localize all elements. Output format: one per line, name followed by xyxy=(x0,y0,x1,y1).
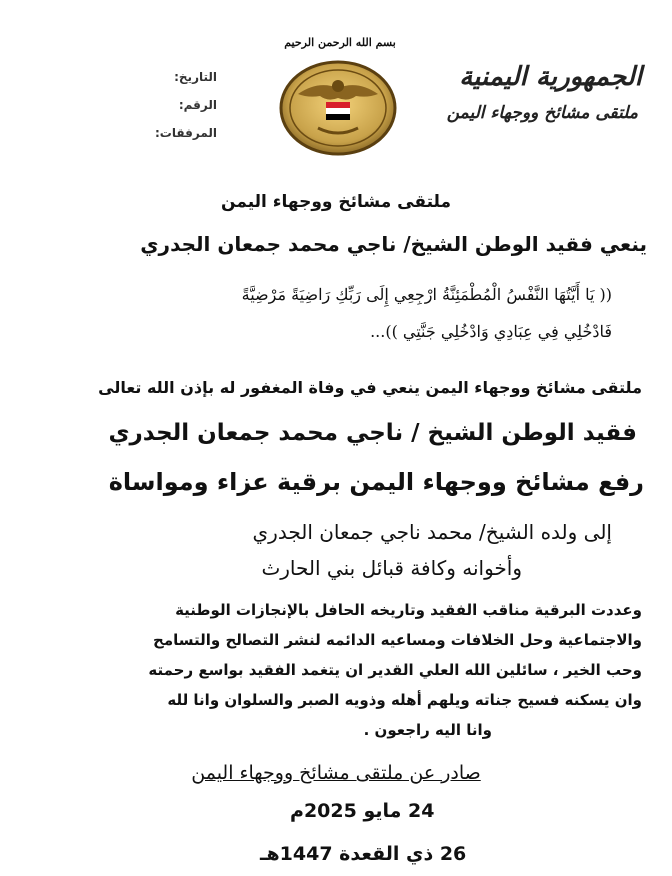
brand-republic: الجمهورية اليمنية xyxy=(459,62,642,92)
date-label: التاريخ: xyxy=(174,70,217,84)
hijri-date: 26 ذي القعدة 1447هـ xyxy=(260,843,467,865)
brand-forum: ملتقى مشائخ ووجهاء اليمن xyxy=(446,103,638,123)
recipient-line-2: وأخوانه وكافة قبائل بني الحارث xyxy=(261,556,522,580)
body-line: وحب الخير ، سائلين الله العلي القدير ان يتغمد الفقيد بواسع رحمته xyxy=(148,661,642,679)
body-text xyxy=(22,595,642,745)
body-line: وانا اليه راجعون . xyxy=(363,721,492,739)
verse-line-2: فَادْخُلِي فِي عِبَادِي وَادْخُلِي جَنَّتِي ))... xyxy=(370,322,612,341)
gregorian-date: 24 مايو 2025م xyxy=(290,800,435,822)
condolence-heading: رفع مشائخ ووجهاء اليمن برقية عزاء ومواساة xyxy=(108,468,644,496)
verse-line-1: (( يَا أَيَّتُهَا النَّفْسُ الْمُطْمَئِنَّةُ ارْجِعِي إِلَى رَبِّكِ رَاضِيَةً مَرْضِيَّةً xyxy=(241,285,612,304)
emblem-logo-icon xyxy=(278,58,398,158)
intro-paragraph: ملتقى مشائخ ووجهاء اليمن ينعي في وفاة المغفور له بإذن الله تعالى xyxy=(98,378,642,397)
headline: ينعي فقيد الوطن الشيخ/ ناجي محمد جمعان الجدري xyxy=(140,232,647,256)
body-line: وعددت البرقية مناقب الفقيد وتاريخه الحافل بالإنجازات الوطنية xyxy=(175,601,642,619)
body-line: وان يسكنه فسيح جناته ويلهم أهله وذويه الصبر والسلوان وانا لله xyxy=(167,691,642,709)
attachments-label: المرفقات: xyxy=(155,126,217,140)
number-label: الرقم: xyxy=(178,98,217,112)
recipient-line-1: إلى ولده الشيخ/ محمد ناجي جمعان الجدري xyxy=(252,520,612,544)
basmala: بسم الله الرحمن الرحيم xyxy=(284,36,396,49)
issuer-line: صادر عن ملتقى مشائخ ووجهاء اليمن xyxy=(191,762,481,784)
body-line: والاجتماعية وحل الخلافات ومساعيه الدائمه لنشر التصالح والتسامح xyxy=(153,631,642,649)
org-title: ملتقى مشائخ ووجهاء اليمن xyxy=(221,192,451,212)
deceased-name: فقيد الوطن الشيخ / ناجي محمد جمعان الجدري xyxy=(108,420,637,446)
